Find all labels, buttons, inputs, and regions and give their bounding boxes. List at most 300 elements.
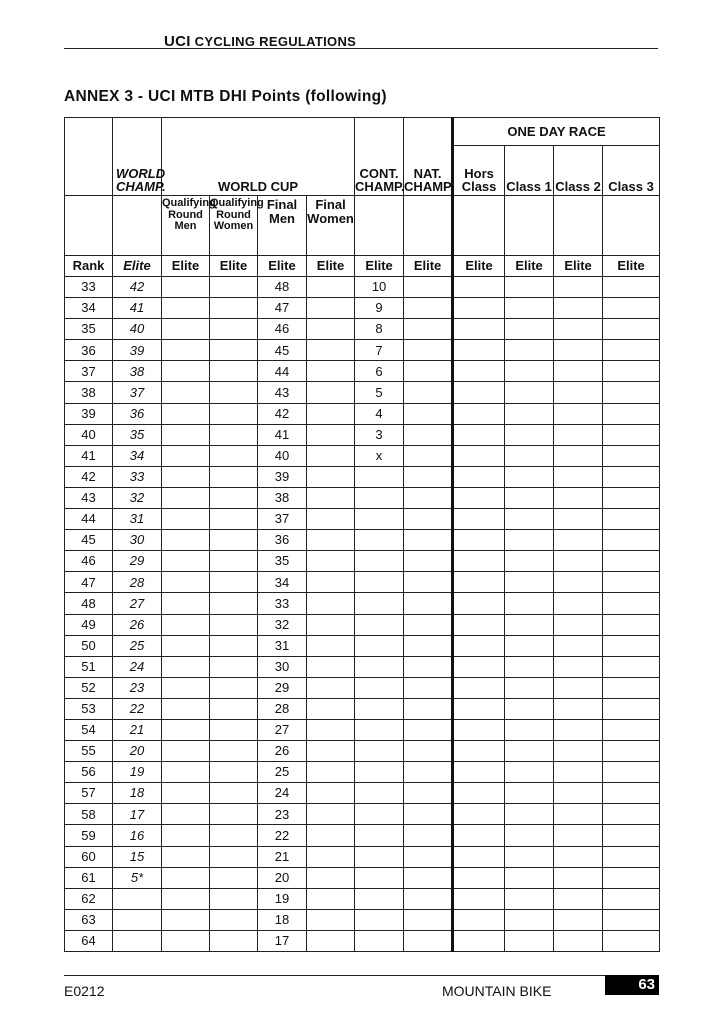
world-champ-cell: 20	[113, 741, 162, 762]
nat-champ-cell	[404, 741, 453, 762]
rank-cell: 56	[65, 762, 113, 783]
class3-cell	[603, 930, 660, 951]
final-women-cell	[307, 846, 355, 867]
nat-champ-cell	[404, 509, 453, 530]
world-cup-header: WORLD CUP	[162, 118, 355, 196]
class3-cell	[603, 825, 660, 846]
class3-cell	[603, 762, 660, 783]
rank-cell: 49	[65, 614, 113, 635]
page-number: 63	[605, 975, 659, 995]
world-champ-cell: 15	[113, 846, 162, 867]
class2-cell	[554, 888, 603, 909]
qual-men-cell	[162, 846, 210, 867]
nat-champ-cell	[404, 445, 453, 466]
class3-cell	[603, 846, 660, 867]
class1-header: Class 1	[505, 146, 554, 196]
class2-cell	[554, 361, 603, 382]
world-champ-cell: 42	[113, 277, 162, 298]
class3-cell	[603, 509, 660, 530]
nat-champ-cell	[404, 825, 453, 846]
nat-champ-cell	[404, 466, 453, 487]
world-champ-cell: 39	[113, 340, 162, 361]
class3-cell	[603, 783, 660, 804]
cont-champ-cell	[355, 635, 404, 656]
world-champ-cell: 29	[113, 551, 162, 572]
table-body	[65, 277, 660, 952]
qual-women-cell	[210, 572, 258, 593]
hors-class-cell	[453, 846, 505, 867]
class1-cell	[505, 762, 554, 783]
cont-champ-cell	[355, 509, 404, 530]
rank-cell: 55	[65, 741, 113, 762]
final-men-cell: 32	[258, 614, 307, 635]
hors-class-cell	[453, 361, 505, 382]
qual-women-cell	[210, 741, 258, 762]
world-champ-cell: 32	[113, 487, 162, 508]
world-champ-cell: 33	[113, 466, 162, 487]
qual-women-cell	[210, 888, 258, 909]
qual-men-cell	[162, 530, 210, 551]
class2-cell	[554, 403, 603, 424]
class1-cell	[505, 698, 554, 719]
hors-class-cell	[453, 635, 505, 656]
class3-cell	[603, 340, 660, 361]
final-women-cell	[307, 403, 355, 424]
hors-class-cell	[453, 382, 505, 403]
class1-cell	[505, 530, 554, 551]
nat-champ-cell	[404, 846, 453, 867]
rank-cell: 35	[65, 319, 113, 340]
class2-cell	[554, 466, 603, 487]
final-men-header: Final Men	[258, 196, 307, 256]
final-women-header: Final Women	[307, 196, 355, 256]
cont-champ-cell	[355, 909, 404, 930]
rank-cell: 50	[65, 635, 113, 656]
elite-label: Elite	[307, 256, 355, 277]
class2-cell	[554, 909, 603, 930]
qual-men-cell	[162, 635, 210, 656]
cont-champ-cell	[355, 825, 404, 846]
rank-cell: 61	[65, 867, 113, 888]
table-row	[65, 403, 660, 424]
table-row	[65, 530, 660, 551]
table-row	[65, 804, 660, 825]
class2-cell	[554, 298, 603, 319]
class3-cell	[603, 277, 660, 298]
class2-cell	[554, 340, 603, 361]
final-men-cell: 46	[258, 319, 307, 340]
elite-label: Elite	[505, 256, 554, 277]
hors-class-cell	[453, 487, 505, 508]
qual-men-cell	[162, 867, 210, 888]
class3-cell	[603, 382, 660, 403]
nat-champ-cell	[404, 635, 453, 656]
class1-cell	[505, 551, 554, 572]
qual-men-cell	[162, 930, 210, 951]
rank-cell: 34	[65, 298, 113, 319]
final-women-cell	[307, 466, 355, 487]
qual-men-cell	[162, 572, 210, 593]
elite-label: Elite	[162, 256, 210, 277]
nat-champ-cell	[404, 909, 453, 930]
cont-champ-cell	[355, 614, 404, 635]
final-men-cell: 34	[258, 572, 307, 593]
class2-cell	[554, 635, 603, 656]
nat-champ-cell	[404, 530, 453, 551]
final-women-cell	[307, 635, 355, 656]
final-women-cell	[307, 677, 355, 698]
nat-champ-cell	[404, 298, 453, 319]
world-champ-cell: 22	[113, 698, 162, 719]
hors-class-cell	[453, 424, 505, 445]
qual-men-cell	[162, 783, 210, 804]
class2-header: Class 2	[554, 146, 603, 196]
final-men-cell: 38	[258, 487, 307, 508]
class2-cell	[554, 930, 603, 951]
class2-cell	[554, 530, 603, 551]
class3-cell	[603, 741, 660, 762]
class3-cell	[603, 867, 660, 888]
class3-cell	[603, 593, 660, 614]
table-row	[65, 867, 660, 888]
final-men-cell: 47	[258, 298, 307, 319]
final-women-cell	[307, 762, 355, 783]
qual-women-cell	[210, 487, 258, 508]
qual-women-cell	[210, 846, 258, 867]
cont-champ-cell	[355, 867, 404, 888]
hors-class-cell	[453, 530, 505, 551]
class1-cell	[505, 277, 554, 298]
class2-cell	[554, 593, 603, 614]
hors-class-cell	[453, 656, 505, 677]
qual-women-cell	[210, 551, 258, 572]
hors-class-cell	[453, 888, 505, 909]
final-women-cell	[307, 909, 355, 930]
final-men-cell: 28	[258, 698, 307, 719]
rank-cell: 36	[65, 340, 113, 361]
world-champ-cell: 28	[113, 572, 162, 593]
class3-cell	[603, 572, 660, 593]
world-champ-cell: 34	[113, 445, 162, 466]
rank-cell: 54	[65, 719, 113, 740]
class3-cell	[603, 656, 660, 677]
class1-cell	[505, 677, 554, 698]
hors-class-cell	[453, 804, 505, 825]
table-row	[65, 741, 660, 762]
class2-cell	[554, 382, 603, 403]
class3-cell	[603, 298, 660, 319]
class2-cell	[554, 487, 603, 508]
header-subtitle: CYCLING REGULATIONS	[194, 34, 357, 49]
qual-women-cell	[210, 825, 258, 846]
qual-men-cell	[162, 762, 210, 783]
qual-men-cell	[162, 382, 210, 403]
qual-women-cell	[210, 867, 258, 888]
class3-cell	[603, 719, 660, 740]
hors-class-cell	[453, 741, 505, 762]
final-men-cell: 18	[258, 909, 307, 930]
class3-cell	[603, 888, 660, 909]
qual-women-cell	[210, 677, 258, 698]
final-women-cell	[307, 340, 355, 361]
qual-men-cell	[162, 340, 210, 361]
qual-men-cell	[162, 319, 210, 340]
rank-cell: 37	[65, 361, 113, 382]
final-women-cell	[307, 804, 355, 825]
world-champ-cell: 18	[113, 783, 162, 804]
nat-champ-cell	[404, 762, 453, 783]
final-men-cell: 21	[258, 846, 307, 867]
hors-class-cell	[453, 614, 505, 635]
qual-men-cell	[162, 614, 210, 635]
table-row	[65, 888, 660, 909]
class3-cell	[603, 361, 660, 382]
final-women-cell	[307, 656, 355, 677]
class3-cell	[603, 445, 660, 466]
final-men-cell: 39	[258, 466, 307, 487]
world-champ-cell: 19	[113, 762, 162, 783]
cont-champ-cell	[355, 698, 404, 719]
final-men-cell: 30	[258, 656, 307, 677]
rank-cell: 59	[65, 825, 113, 846]
cont-champ-cell	[355, 741, 404, 762]
rank-cell: 41	[65, 445, 113, 466]
class1-cell	[505, 741, 554, 762]
world-champ-cell: 23	[113, 677, 162, 698]
world-champ-cell: 36	[113, 403, 162, 424]
elite-label: Elite	[453, 256, 505, 277]
qual-women-cell	[210, 466, 258, 487]
cont-champ-cell: 4	[355, 403, 404, 424]
class3-cell	[603, 487, 660, 508]
class2-cell	[554, 698, 603, 719]
class1-cell	[505, 572, 554, 593]
final-women-cell	[307, 424, 355, 445]
cont-champ-cell	[355, 466, 404, 487]
class1-cell	[505, 614, 554, 635]
class2-cell	[554, 614, 603, 635]
qual-women-header: Qualifying Round Women	[210, 196, 258, 256]
cont-champ-cell: x	[355, 445, 404, 466]
world-champ-cell	[113, 909, 162, 930]
qual-women-cell	[210, 277, 258, 298]
footer-section: MOUNTAIN BIKE	[442, 983, 552, 999]
page-header	[64, 30, 658, 49]
final-men-cell: 22	[258, 825, 307, 846]
cont-champ-cell	[355, 551, 404, 572]
header-title	[164, 33, 356, 50]
cont-champ-cell	[355, 530, 404, 551]
class1-cell	[505, 846, 554, 867]
class1-cell	[505, 382, 554, 403]
class1-cell	[505, 424, 554, 445]
final-men-cell: 35	[258, 551, 307, 572]
class2-cell	[554, 677, 603, 698]
final-men-cell: 48	[258, 277, 307, 298]
world-champ-cell: 16	[113, 825, 162, 846]
hors-class-cell	[453, 930, 505, 951]
final-women-cell	[307, 593, 355, 614]
qual-women-cell	[210, 656, 258, 677]
qual-men-cell	[162, 424, 210, 445]
class3-cell	[603, 551, 660, 572]
class2-cell	[554, 319, 603, 340]
cont-champ-cell	[355, 487, 404, 508]
cont-champ-cell	[355, 656, 404, 677]
qual-women-cell	[210, 593, 258, 614]
class3-cell	[603, 677, 660, 698]
nat-champ-cell	[404, 677, 453, 698]
qual-men-cell	[162, 509, 210, 530]
world-champ-cell: 25	[113, 635, 162, 656]
world-champ-cell: 17	[113, 804, 162, 825]
qual-women-cell	[210, 403, 258, 424]
table-row	[65, 614, 660, 635]
qual-men-cell	[162, 656, 210, 677]
rank-cell: 63	[65, 909, 113, 930]
qual-women-cell	[210, 909, 258, 930]
final-women-cell	[307, 741, 355, 762]
final-women-cell	[307, 719, 355, 740]
final-men-cell: 45	[258, 340, 307, 361]
table-row	[65, 445, 660, 466]
table-row	[65, 846, 660, 867]
class1-cell	[505, 783, 554, 804]
qual-men-cell	[162, 825, 210, 846]
qual-men-cell	[162, 804, 210, 825]
world-champ-cell: 40	[113, 319, 162, 340]
qual-men-cell	[162, 277, 210, 298]
elite-label: Elite	[210, 256, 258, 277]
nat-champ-cell	[404, 487, 453, 508]
class2-cell	[554, 509, 603, 530]
footer-code: E0212	[64, 983, 105, 999]
cont-champ-cell: 3	[355, 424, 404, 445]
cont-champ-cell	[355, 846, 404, 867]
final-men-cell: 44	[258, 361, 307, 382]
rank-cell: 48	[65, 593, 113, 614]
table-row	[65, 635, 660, 656]
table-row	[65, 487, 660, 508]
rank-cell: 58	[65, 804, 113, 825]
class2-cell	[554, 445, 603, 466]
header-row-3	[65, 196, 660, 256]
qual-women-cell	[210, 762, 258, 783]
class1-cell	[505, 719, 554, 740]
class1-cell	[505, 509, 554, 530]
table-row	[65, 424, 660, 445]
class3-cell	[603, 466, 660, 487]
qual-women-cell	[210, 424, 258, 445]
qual-women-cell	[210, 635, 258, 656]
table-row	[65, 656, 660, 677]
final-men-cell: 31	[258, 635, 307, 656]
final-women-cell	[307, 867, 355, 888]
world-champ-cell: 5*	[113, 867, 162, 888]
table-row	[65, 277, 660, 298]
world-champ-cell: 37	[113, 382, 162, 403]
rank-cell: 62	[65, 888, 113, 909]
world-champ-cell: 35	[113, 424, 162, 445]
cont-champ-cell: 8	[355, 319, 404, 340]
hors-class-cell	[453, 698, 505, 719]
cont-champ-cell: 5	[355, 382, 404, 403]
world-champ-header: WORLD CHAMP.	[113, 118, 162, 196]
class1-cell	[505, 593, 554, 614]
class1-cell	[505, 361, 554, 382]
rank-cell: 40	[65, 424, 113, 445]
class1-cell	[505, 825, 554, 846]
qual-men-cell	[162, 677, 210, 698]
nat-champ-cell	[404, 888, 453, 909]
hors-class-cell	[453, 403, 505, 424]
hors-class-cell	[453, 509, 505, 530]
qual-women-cell	[210, 361, 258, 382]
qual-women-cell	[210, 930, 258, 951]
class2-cell	[554, 424, 603, 445]
elite-label: Elite	[113, 256, 162, 277]
class1-cell	[505, 909, 554, 930]
final-women-cell	[307, 509, 355, 530]
final-women-cell	[307, 825, 355, 846]
hors-class-cell	[453, 572, 505, 593]
header-row-elite	[65, 256, 660, 277]
table-row	[65, 930, 660, 951]
cont-champ-cell: 6	[355, 361, 404, 382]
annex-title: ANNEX 3 - UCI MTB DHI Points (following)	[64, 88, 387, 105]
class2-cell	[554, 277, 603, 298]
class3-cell	[603, 530, 660, 551]
class3-cell	[603, 403, 660, 424]
nat-champ-cell	[404, 867, 453, 888]
world-champ-cell: 41	[113, 298, 162, 319]
class1-cell	[505, 888, 554, 909]
qual-men-cell	[162, 719, 210, 740]
rank-cell: 51	[65, 656, 113, 677]
rank-cell: 47	[65, 572, 113, 593]
world-champ-cell: 21	[113, 719, 162, 740]
rank-cell: 38	[65, 382, 113, 403]
elite-label: Elite	[258, 256, 307, 277]
rank-cell: 39	[65, 403, 113, 424]
qual-women-cell	[210, 319, 258, 340]
final-men-cell: 43	[258, 382, 307, 403]
final-women-cell	[307, 277, 355, 298]
class1-cell	[505, 656, 554, 677]
class2-cell	[554, 804, 603, 825]
class2-cell	[554, 825, 603, 846]
qual-men-cell	[162, 698, 210, 719]
qual-women-cell	[210, 530, 258, 551]
class2-cell	[554, 741, 603, 762]
class1-cell	[505, 466, 554, 487]
final-men-cell: 33	[258, 593, 307, 614]
final-women-cell	[307, 930, 355, 951]
class2-cell	[554, 719, 603, 740]
final-women-cell	[307, 572, 355, 593]
world-champ-cell: 27	[113, 593, 162, 614]
final-women-cell	[307, 530, 355, 551]
final-women-cell	[307, 783, 355, 804]
cont-champ-cell	[355, 783, 404, 804]
class2-cell	[554, 551, 603, 572]
table-row	[65, 719, 660, 740]
hors-class-header: Hors Class	[453, 146, 505, 196]
final-men-cell: 37	[258, 509, 307, 530]
final-women-cell	[307, 382, 355, 403]
qual-men-cell	[162, 593, 210, 614]
hors-class-cell	[453, 867, 505, 888]
